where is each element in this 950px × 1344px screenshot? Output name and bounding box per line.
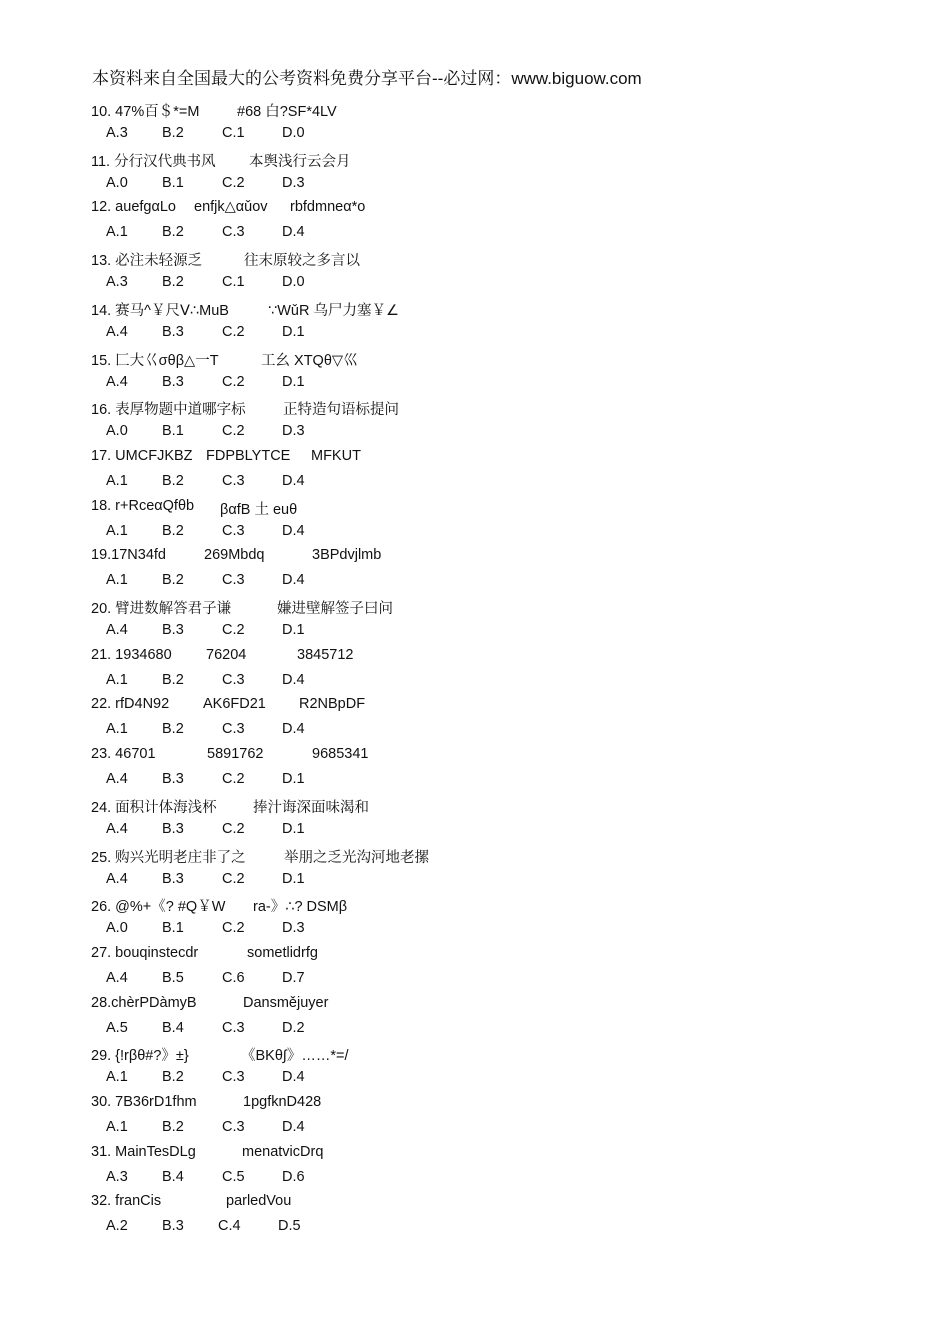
question-line [91, 100, 791, 120]
option-a: A.1 [106, 224, 128, 240]
option-d: D.3 [282, 423, 305, 439]
question-text: 24. 面积计体海浅杯 [91, 800, 217, 816]
answer-options [91, 1069, 391, 1089]
question-group: R2NBpDF [299, 696, 366, 712]
question-group: rbfdmneα*o [290, 199, 366, 215]
option-d: D.3 [282, 920, 305, 936]
option-a: A.1 [106, 1069, 128, 1085]
option-c: C.3 [222, 721, 245, 737]
question-group: AK6FD21 [203, 696, 266, 712]
option-a: A.3 [106, 125, 128, 141]
option-a: A.5 [106, 1020, 128, 1036]
question-line [91, 150, 791, 170]
option-d: D.4 [282, 523, 305, 539]
option-b: B.3 [162, 871, 184, 887]
option-c: C.3 [222, 473, 245, 489]
option-c: C.2 [222, 920, 245, 936]
option-c: C.2 [222, 622, 245, 638]
answer-options [91, 721, 391, 741]
answer-options [91, 572, 391, 592]
option-a: A.1 [106, 1119, 128, 1135]
page-header: 本资料来自全国最大的公考资料免费分享平台--必过网：www.biguow.com [92, 69, 642, 88]
option-b: B.4 [162, 1169, 184, 1185]
question-text: 32. franCis [91, 1193, 162, 1209]
question-group: 9685341 [312, 746, 369, 762]
question-group: 嫌进壁解签子曰问 [277, 601, 393, 617]
question-text: 11. 分行汉代典书风 [91, 154, 216, 170]
option-c: C.3 [222, 224, 245, 240]
option-b: B.3 [162, 622, 184, 638]
answer-options [91, 473, 391, 493]
option-c: C.2 [222, 871, 245, 887]
option-a: A.4 [106, 324, 128, 340]
question-line [91, 796, 791, 816]
option-d: D.4 [282, 721, 305, 737]
option-a: A.0 [106, 175, 128, 191]
answer-options [91, 374, 391, 394]
option-c: C.4 [218, 1218, 241, 1234]
option-d: D.1 [282, 821, 305, 837]
option-a: A.1 [106, 672, 128, 688]
question-line [91, 547, 791, 567]
answer-options [91, 771, 391, 791]
question-text: 30. 7B36rD1fhm [91, 1094, 197, 1110]
option-a: A.1 [106, 721, 128, 737]
question-group: ra-》∴? DSMβ [253, 899, 348, 915]
option-b: B.2 [162, 274, 184, 290]
question-group: 76204 [206, 647, 247, 663]
option-d: D.4 [282, 572, 305, 588]
question-text: 31. MainTesDLg [91, 1144, 196, 1160]
question-text: 17. UMCFJKBZ [91, 448, 193, 464]
question-group: enfjk△αǔov [194, 199, 268, 215]
question-line [91, 498, 791, 518]
option-c: C.2 [222, 175, 245, 191]
option-c: C.2 [222, 324, 245, 340]
question-line [91, 1144, 791, 1164]
option-a: A.2 [106, 1218, 128, 1234]
option-a: A.1 [106, 523, 128, 539]
question-line [91, 448, 791, 468]
option-d: D.1 [282, 622, 305, 638]
option-c: C.5 [222, 1169, 245, 1185]
question-group: 本舆浅行云会月 [249, 154, 351, 170]
option-b: B.2 [162, 572, 184, 588]
option-c: C.2 [222, 374, 245, 390]
option-b: B.2 [162, 473, 184, 489]
question-line [91, 895, 791, 915]
option-d: D.0 [282, 125, 305, 141]
option-b: B.2 [162, 523, 184, 539]
question-line [91, 299, 791, 319]
answer-options [91, 821, 391, 841]
option-b: B.2 [162, 125, 184, 141]
option-d: D.1 [282, 871, 305, 887]
option-c: C.6 [222, 970, 245, 986]
answer-options [91, 1119, 391, 1139]
option-d: D.7 [282, 970, 305, 986]
question-line [91, 1094, 791, 1114]
question-group: 工幺 XTQθ▽巛 [261, 353, 358, 369]
option-d: D.4 [282, 672, 305, 688]
question-group: FDPBLYTCE [206, 448, 291, 464]
question-text: 15. 匚大巜σθβ△一T [91, 353, 219, 369]
question-group: MFKUT [311, 448, 361, 464]
question-group: 269Mbdq [204, 547, 265, 563]
answer-options [91, 1218, 391, 1238]
option-b: B.2 [162, 1119, 184, 1135]
option-d: D.5 [278, 1218, 301, 1234]
option-b: B.2 [162, 672, 184, 688]
option-a: A.0 [106, 423, 128, 439]
question-text: 28.chèrPDàmyB [91, 995, 197, 1011]
question-line [91, 1193, 791, 1213]
question-text: 14. 赛马^￥尺Ⅴ∴MuB [91, 303, 229, 319]
option-a: A.4 [106, 374, 128, 390]
question-line [91, 696, 791, 716]
question-group: #68 白?SF*4LV [237, 104, 337, 120]
question-text: 21. 1934680 [91, 647, 172, 663]
answer-options [91, 920, 391, 940]
option-b: B.3 [162, 1218, 184, 1234]
answer-options [91, 970, 391, 990]
question-group: menatvicDrq [242, 1144, 324, 1160]
answer-options [91, 1169, 391, 1189]
question-group: 举朋之乏光沟河地老摞 [284, 850, 429, 866]
option-d: D.1 [282, 771, 305, 787]
option-c: C.2 [222, 821, 245, 837]
answer-options [91, 1020, 391, 1040]
question-text: 29. {!rβθ#?》±} [91, 1048, 189, 1064]
question-group: 正特造句语标提问 [283, 402, 399, 418]
option-a: A.4 [106, 771, 128, 787]
option-d: D.0 [282, 274, 305, 290]
option-a: A.0 [106, 920, 128, 936]
question-text: 13. 必注未轻源乏 [91, 253, 203, 269]
question-group: Dansmějuyer [243, 995, 329, 1011]
question-text: 19.17N34fd [91, 547, 166, 563]
question-line [91, 995, 791, 1015]
option-a: A.3 [106, 274, 128, 290]
question-line [91, 647, 791, 667]
option-b: B.2 [162, 1069, 184, 1085]
question-text: 27. bouqinstecdr [91, 945, 199, 961]
option-d: D.4 [282, 1069, 305, 1085]
option-a: A.4 [106, 622, 128, 638]
option-a: A.1 [106, 572, 128, 588]
option-d: D.4 [282, 224, 305, 240]
option-a: A.4 [106, 871, 128, 887]
question-group: parledVou [226, 1193, 292, 1209]
option-c: C.3 [222, 672, 245, 688]
option-b: B.2 [162, 224, 184, 240]
question-group: 往末原较之多言以 [244, 253, 360, 269]
answer-options [91, 175, 391, 195]
answer-options [91, 622, 391, 642]
question-text: 20. 臂进数解答君子谦 [91, 601, 232, 617]
question-line [91, 597, 791, 617]
option-c: C.1 [222, 125, 245, 141]
question-group: 3BPdvjlmb [312, 547, 382, 563]
question-group: ∵WǔR 乌尸力塞￥∠ [268, 303, 399, 319]
question-group: 5891762 [207, 746, 264, 762]
question-text: 23. 46701 [91, 746, 156, 762]
question-line [91, 1044, 791, 1064]
option-c: C.3 [222, 523, 245, 539]
option-c: C.3 [222, 1020, 245, 1036]
question-text: 10. 47%百＄*=M [91, 104, 200, 120]
option-b: B.2 [162, 721, 184, 737]
question-text: 18. r+RceαQfθb [91, 498, 195, 514]
answer-options [91, 672, 391, 692]
question-group: 捧汁诲深面味渴和 [253, 800, 369, 816]
question-line [91, 398, 791, 418]
option-c: C.2 [222, 423, 245, 439]
option-d: D.3 [282, 175, 305, 191]
option-c: C.3 [222, 1069, 245, 1085]
option-c: C.3 [222, 572, 245, 588]
option-c: C.2 [222, 771, 245, 787]
question-text: 16. 表厚物题中道哪字标 [91, 402, 246, 418]
option-b: B.1 [162, 920, 184, 936]
option-a: A.1 [106, 473, 128, 489]
option-a: A.4 [106, 970, 128, 986]
option-a: A.3 [106, 1169, 128, 1185]
answer-options [91, 523, 391, 543]
option-b: B.1 [162, 423, 184, 439]
option-b: B.1 [162, 175, 184, 191]
option-c: C.3 [222, 1119, 245, 1135]
question-group: 《BKθ∫》……*=/ [241, 1048, 349, 1064]
question-line [91, 249, 791, 269]
option-d: D.4 [282, 1119, 305, 1135]
option-b: B.5 [162, 970, 184, 986]
answer-options [91, 423, 391, 443]
question-line [91, 199, 791, 219]
question-line [91, 846, 791, 866]
option-c: C.1 [222, 274, 245, 290]
question-line [91, 746, 791, 766]
question-group: βαfB 土 euθ [220, 502, 298, 518]
option-d: D.6 [282, 1169, 305, 1185]
option-d: D.1 [282, 324, 305, 340]
answer-options [91, 324, 391, 344]
option-b: B.4 [162, 1020, 184, 1036]
option-b: B.3 [162, 374, 184, 390]
option-d: D.1 [282, 374, 305, 390]
answer-options [91, 274, 391, 294]
question-text: 12. auefgαLo [91, 199, 176, 215]
option-a: A.4 [106, 821, 128, 837]
question-text: 25. 购兴光明老庄非了之 [91, 850, 246, 866]
option-d: D.2 [282, 1020, 305, 1036]
question-line [91, 945, 791, 965]
answer-options [91, 224, 391, 244]
question-text: 26. @%+《? #Q￥W [91, 899, 226, 915]
option-d: D.4 [282, 473, 305, 489]
answer-options [91, 871, 391, 891]
question-text: 22. rfD4N92 [91, 696, 170, 712]
question-group: 3845712 [297, 647, 354, 663]
option-b: B.3 [162, 821, 184, 837]
question-line [91, 349, 791, 369]
option-b: B.3 [162, 771, 184, 787]
option-b: B.3 [162, 324, 184, 340]
answer-options [91, 125, 391, 145]
question-group: 1pgfknD428 [243, 1094, 322, 1110]
question-group: sometlidrfg [247, 945, 318, 961]
